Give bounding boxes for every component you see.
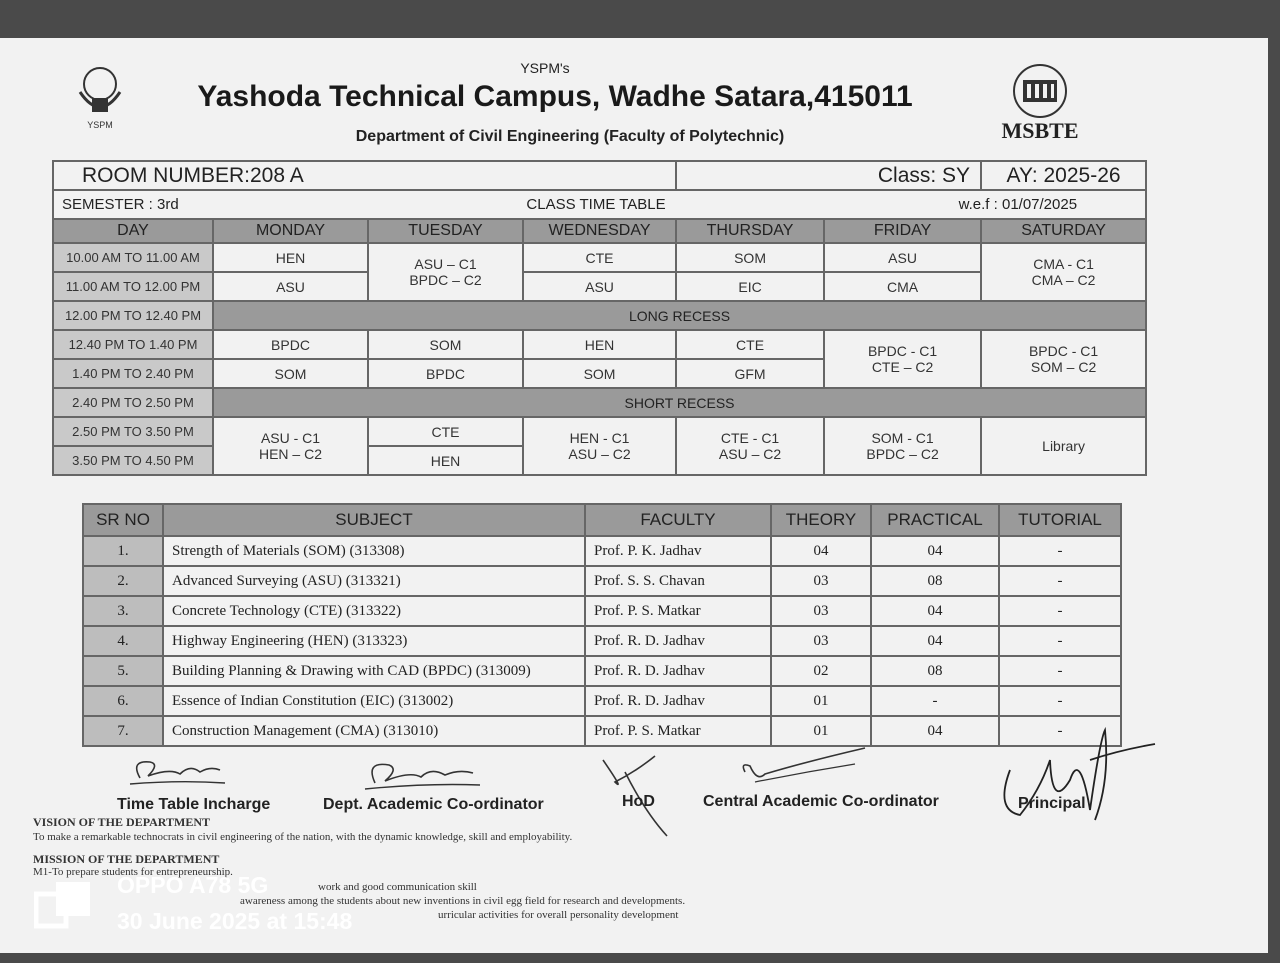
- info-row: [53, 161, 1146, 190]
- tutorial-hours: -: [999, 596, 1121, 626]
- session-batch: CTE - C1: [720, 430, 780, 446]
- vision-heading: VISION OF THE DEPARTMENT: [33, 815, 211, 829]
- time-slot: 2.50 PM TO 3.50 PM: [53, 417, 213, 446]
- practical-hours: 08: [871, 566, 999, 596]
- semester-label: SEMESTER : 3rd: [53, 190, 368, 219]
- session-cell: [676, 417, 824, 475]
- table-row: [83, 626, 1121, 656]
- session-batch: CMA – C2: [1031, 272, 1096, 288]
- time-slot: 2.40 PM TO 2.50 PM: [53, 388, 213, 417]
- session-cell: HEN: [523, 330, 676, 359]
- session-batch: HEN - C1: [569, 430, 630, 446]
- sr-no: 2.: [83, 566, 163, 596]
- column-header: SR NO: [83, 504, 163, 536]
- board-label: MSBTE: [1001, 118, 1079, 143]
- room-number: ROOM NUMBER:208 A: [53, 161, 676, 190]
- table-row: [83, 716, 1121, 746]
- timetable-row: [53, 330, 1146, 359]
- session-batch: CMA - C1: [1033, 256, 1094, 272]
- theory-hours: 03: [771, 566, 871, 596]
- mission-heading: MISSION OF THE DEPARTMENT: [33, 852, 220, 866]
- time-slot: 1.40 PM TO 2.40 PM: [53, 359, 213, 388]
- session-batch: ASU - C1: [260, 430, 321, 446]
- day-header: THURSDAY: [676, 219, 824, 243]
- theory-hours: 04: [771, 536, 871, 566]
- time-slot: 11.00 AM TO 12.00 PM: [53, 272, 213, 301]
- time-slot: 12.00 PM TO 12.40 PM: [53, 301, 213, 330]
- sr-no: 3.: [83, 596, 163, 626]
- sr-no: 6.: [83, 686, 163, 716]
- session-cell: SOM: [523, 359, 676, 388]
- signatory-label: Principal: [1018, 795, 1086, 812]
- date-watermark: 30 June 2025 at 15:48: [117, 908, 353, 934]
- session-cell: SOM: [676, 243, 824, 272]
- column-header: SUBJECT: [163, 504, 585, 536]
- session-batch: SOM – C2: [1030, 359, 1097, 375]
- long-recess: LONG RECESS: [213, 301, 1146, 330]
- mission-item: urricular activities for overall personality development: [438, 909, 679, 921]
- time-slot: 10.00 AM TO 11.00 AM: [53, 243, 213, 272]
- effective-date: w.e.f : 01/07/2025: [824, 190, 1146, 219]
- table-row: [83, 566, 1121, 596]
- camera-watermark-icon: [34, 880, 94, 930]
- theory-hours: 02: [771, 656, 871, 686]
- tutorial-hours: -: [999, 716, 1121, 746]
- recess-row: [53, 301, 1146, 330]
- sr-no: 7.: [83, 716, 163, 746]
- session-batch: CTE – C2: [871, 359, 934, 375]
- session-batch: ASU – C1: [414, 256, 477, 272]
- session-cell: CMA: [824, 272, 981, 301]
- department-title: Department of Civil Engineering (Faculty of Polytechnic): [355, 128, 785, 145]
- session-batch: ASU – C2: [718, 446, 782, 462]
- faculty-name: Prof. R. D. Jadhav: [585, 626, 771, 656]
- tutorial-hours: -: [999, 566, 1121, 596]
- session-cell: HEN: [213, 243, 368, 272]
- sr-no: 4.: [83, 626, 163, 656]
- session-cell: [824, 417, 981, 475]
- tutorial-hours: -: [999, 626, 1121, 656]
- faculty-name: Prof. P. S. Matkar: [585, 596, 771, 626]
- device-watermark: OPPO A78 5G: [117, 872, 269, 898]
- session-cell: ASU: [824, 243, 981, 272]
- central-coordinator-signature: [735, 742, 875, 792]
- subject-name: Essence of Indian Constitution (EIC) (313002): [163, 686, 585, 716]
- subject-header-row: [83, 504, 1121, 536]
- theory-hours: 03: [771, 596, 871, 626]
- table-row: [83, 656, 1121, 686]
- day-header: TUESDAY: [368, 219, 523, 243]
- signatory-label: HoD: [622, 793, 655, 810]
- practical-hours: -: [871, 686, 999, 716]
- sr-no: 1.: [83, 536, 163, 566]
- session-cell: GFM: [676, 359, 824, 388]
- day-header: MONDAY: [213, 219, 368, 243]
- session-cell: CTE: [368, 417, 523, 446]
- signatory-label: Time Table Incharge: [117, 796, 271, 813]
- academic-year: AY: 2025-26: [981, 161, 1146, 190]
- tutorial-hours: -: [999, 656, 1121, 686]
- recess-row: [53, 388, 1146, 417]
- incharge-signature: [120, 750, 230, 790]
- tutorial-hours: -: [999, 536, 1121, 566]
- sr-no: 5.: [83, 656, 163, 686]
- session-cell: BPDC: [213, 330, 368, 359]
- practical-hours: 04: [871, 626, 999, 656]
- time-slot: 3.50 PM TO 4.50 PM: [53, 446, 213, 475]
- subject-name: Construction Management (CMA) (313010): [163, 716, 585, 746]
- faculty-name: Prof. R. D. Jadhav: [585, 656, 771, 686]
- day-header: FRIDAY: [824, 219, 981, 243]
- subject-name: Strength of Materials (SOM) (313308): [163, 536, 585, 566]
- campus-title: Yashoda Technical Campus, Wadhe Satara,415011: [197, 80, 913, 113]
- session-cell: SOM: [213, 359, 368, 388]
- class-timetable: [52, 160, 1147, 476]
- table-row: [83, 596, 1121, 626]
- day-header: SATURDAY: [981, 219, 1146, 243]
- session-cell: [368, 243, 523, 301]
- day-header: WEDNESDAY: [523, 219, 676, 243]
- subject-allocation-table: [82, 503, 1122, 747]
- mission-item: work and good communication skill: [318, 881, 477, 893]
- session-cell: [824, 330, 981, 388]
- principal-signature: [990, 720, 1160, 830]
- column-header: THEORY: [771, 504, 871, 536]
- faculty-name: Prof. S. S. Chavan: [585, 566, 771, 596]
- session-cell: ASU: [523, 272, 676, 301]
- column-header: FACULTY: [585, 504, 771, 536]
- day-header: DAY: [53, 219, 213, 243]
- session-cell: SOM: [368, 330, 523, 359]
- session-batch: BPDC – C2: [866, 446, 939, 462]
- session-batch: BPDC – C2: [409, 272, 482, 288]
- mission-item: M1-To prepare students for entrepreneurship.: [33, 866, 233, 878]
- signatory-label: Dept. Academic Co-ordinator: [323, 796, 544, 813]
- session-cell: [981, 243, 1146, 301]
- msbte-logo-icon: [1005, 62, 1075, 120]
- session-cell: ASU: [213, 272, 368, 301]
- session-cell: CTE: [523, 243, 676, 272]
- faculty-name: Prof. P. K. Jadhav: [585, 536, 771, 566]
- theory-hours: 03: [771, 626, 871, 656]
- subject-name: Advanced Surveying (ASU) (313321): [163, 566, 585, 596]
- timetable-title: CLASS TIME TABLE: [368, 190, 824, 219]
- session-batch: SOM - C1: [871, 430, 934, 446]
- practical-hours: 04: [871, 716, 999, 746]
- column-header: TUTORIAL: [999, 504, 1121, 536]
- tutorial-hours: -: [999, 686, 1121, 716]
- session-cell: HEN: [368, 446, 523, 475]
- signatory-label: Central Academic Co-ordinator: [703, 793, 939, 810]
- yspm-logo: [70, 62, 130, 132]
- theory-hours: 01: [771, 686, 871, 716]
- session-cell: [523, 417, 676, 475]
- subject-name: Highway Engineering (HEN) (313323): [163, 626, 585, 656]
- session-cell: [981, 330, 1146, 388]
- practical-hours: 04: [871, 596, 999, 626]
- class-label: Class: SY: [676, 161, 981, 190]
- faculty-name: Prof. R. D. Jadhav: [585, 686, 771, 716]
- semester-row: [53, 190, 1146, 219]
- session-batch: BPDC - C1: [1028, 343, 1099, 359]
- theory-hours: 01: [771, 716, 871, 746]
- mission-item: awareness among the students about new inventions in civil egg field for research and developments.: [240, 895, 686, 907]
- time-slot: 12.40 PM TO 1.40 PM: [53, 330, 213, 359]
- timetable-row: [53, 243, 1146, 272]
- session-batch: HEN – C2: [258, 446, 323, 462]
- faculty-name: Prof. P. S. Matkar: [585, 716, 771, 746]
- session-cell: Library: [981, 417, 1146, 475]
- days-header-row: [53, 219, 1146, 243]
- session-cell: EIC: [676, 272, 824, 301]
- session-cell: [213, 417, 368, 475]
- column-header: PRACTICAL: [871, 504, 999, 536]
- dept-coordinator-signature: [355, 755, 485, 795]
- practical-hours: 08: [871, 656, 999, 686]
- table-row: [83, 536, 1121, 566]
- subject-name: Concrete Technology (CTE) (313322): [163, 596, 585, 626]
- session-batch: BPDC - C1: [867, 343, 938, 359]
- vision-text: To make a remarkable technocrats in civil engineering of the nation, with the dynamic knowledge, skill and employability.: [33, 831, 573, 843]
- institution-prefix: YSPM's: [520, 60, 570, 76]
- yspm-logo-text: YSPM: [87, 120, 113, 130]
- session-cell: BPDC: [368, 359, 523, 388]
- timetable-row: [53, 417, 1146, 446]
- table-row: [83, 686, 1121, 716]
- subject-name: Building Planning & Drawing with CAD (BPDC) (313009): [163, 656, 585, 686]
- short-recess: SHORT RECESS: [213, 388, 1146, 417]
- session-batch: ASU – C2: [568, 446, 631, 462]
- practical-hours: 04: [871, 536, 999, 566]
- session-cell: CTE: [676, 330, 824, 359]
